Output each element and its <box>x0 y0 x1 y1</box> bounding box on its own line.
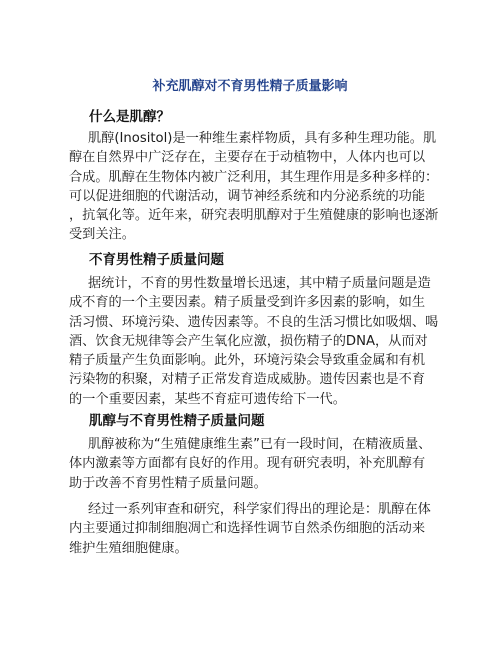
paragraph-line: 体内激素等方面都有良好的作用。现有研究表明，补充肌醇有 <box>69 456 426 472</box>
paragraph-line: 可以促进细胞的代谢活动，调节神经系统和内分泌系统的功能 <box>69 188 426 204</box>
paragraph-line: 内主要通过抑制细胞凋亡和选择性调节自然杀伤细胞的活动来 <box>69 521 426 537</box>
paragraph-research-findings <box>69 500 439 558</box>
paragraph-line: 合成。肌醇在生物体内被广泛利用，其生理作用是多种多样的： <box>69 169 439 185</box>
paragraph-line: 精子质量产生负面影响。此外，环境污染会导致重金属和有机 <box>69 353 426 369</box>
paragraph-inositol-and-sperm-quality <box>69 435 439 493</box>
paragraph-line: 污染物的积聚，对精子正常发育造成威胁。遗传因素也是不育 <box>69 372 426 388</box>
paragraph-line: 据统计，不育的男性数量增长迅速，其中精子质量问题是造 <box>88 276 431 291</box>
section-heading-what-is-inositol: 什么是肌醇？ <box>89 109 170 125</box>
paragraph-line: 酒、饮食无规律等会产生氧化应激，损伤精子的DNA，从而对 <box>69 333 428 349</box>
paragraph-line: 活习惯、环境污染、遗传因素等。不良的生活习惯比如吸烟、喝 <box>69 314 439 330</box>
paragraph-line: 经过一系列审查和研究，科学家们得出的理论是：肌醇在体 <box>88 502 431 517</box>
paragraph-line: 肌醇被称为“生殖健康维生素”已有一段时间，在精液质量、 <box>88 437 432 452</box>
paragraph-line: 醇在自然界中广泛存在，主要存在于动植物中，人体内也可以 <box>69 150 426 166</box>
paragraph-line: 成不育的一个主要因素。精子质量受到许多因素的影响，如生 <box>69 295 426 311</box>
paragraph-line: 的一个重要因素，某些不育症可遗传给下一代。 <box>69 391 346 407</box>
paragraph-line: ，抗氧化等。近年来，研究表明肌醇对于生殖健康的影响也逐渐 <box>69 208 439 224</box>
paragraph-sperm-quality-problem <box>69 274 439 409</box>
paragraph-line: 受到关注。 <box>69 227 135 243</box>
paragraph-line: 维护生殖细胞健康。 <box>69 540 188 556</box>
section-heading-inositol-and-sperm-quality: 肌醇与不育男性精子质量问题 <box>89 413 265 429</box>
paragraph-line: 助于改善不育男性精子质量问题。 <box>69 475 267 491</box>
paragraph-line: 肌醇(Inositol)是一种维生素样物质，具有多种生理功能。肌 <box>88 131 437 146</box>
section-heading-sperm-quality-problem: 不育男性精子质量问题 <box>89 252 224 268</box>
paragraph-what-is-inositol <box>69 129 439 245</box>
document-title: 补充肌醇对不育男性精子质量影响 <box>152 79 348 94</box>
